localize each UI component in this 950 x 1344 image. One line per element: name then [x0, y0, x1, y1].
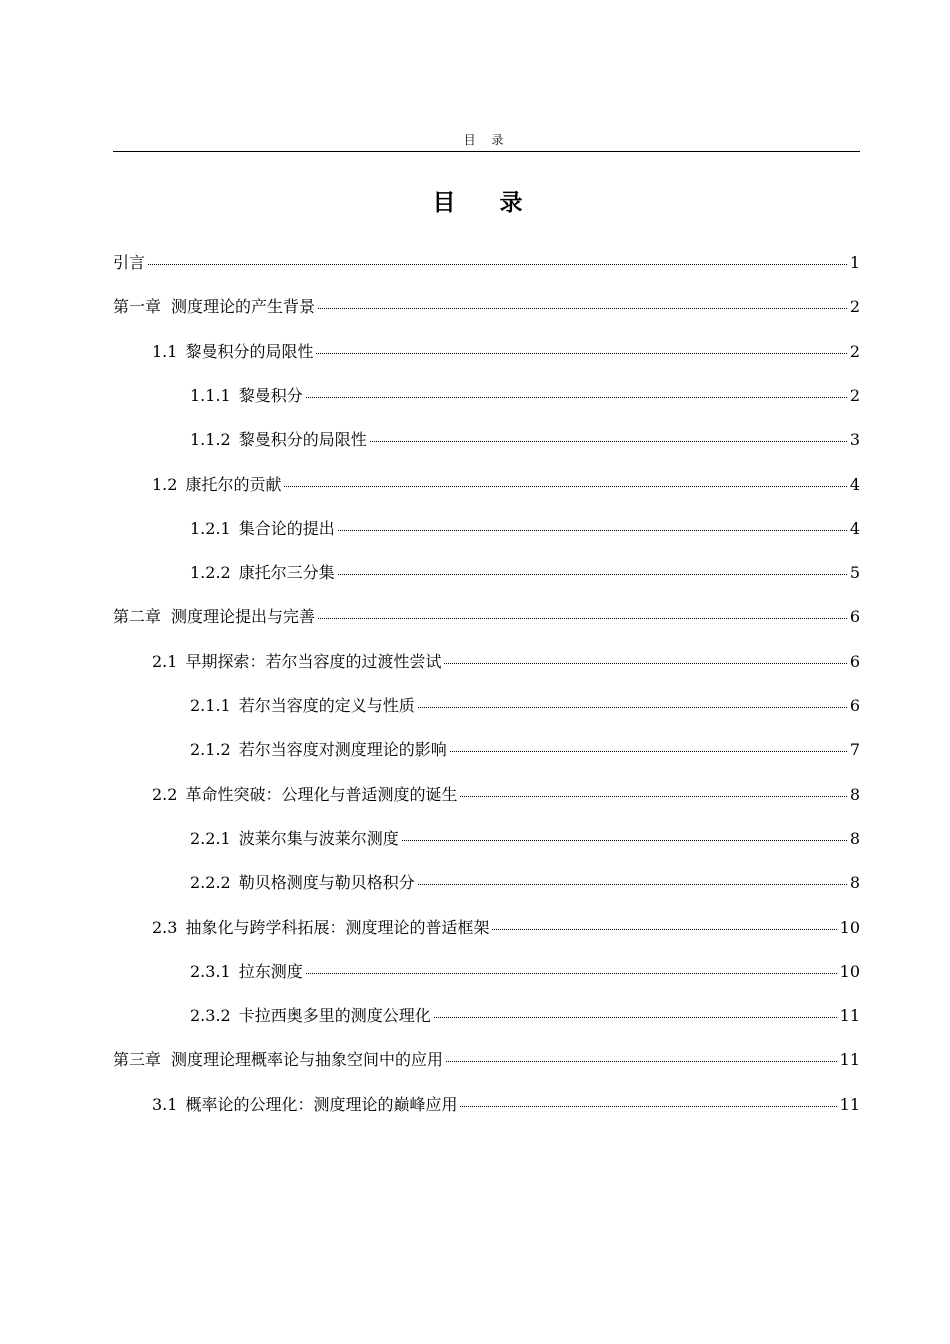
toc-entry[interactable]: [190, 562, 860, 584]
toc-entry-page-number: 6: [849, 696, 860, 715]
toc-entry-title: 卡拉西奥多里的测度公理化: [238, 1006, 431, 1025]
toc-entry-title: 概率论的公理化：测度理论的巅峰应用: [185, 1095, 458, 1114]
toc-entry-title: 黎曼积分的局限性: [238, 430, 367, 449]
toc-entry-number: 2.3: [152, 918, 178, 937]
header-rule: [113, 151, 860, 152]
toc-entry-title: 黎曼积分的局限性: [185, 342, 314, 361]
running-header: 目 录: [463, 133, 510, 147]
toc-entry-page-number: 2: [849, 386, 860, 405]
toc-entry-page-number: 3: [849, 430, 860, 449]
toc-dot-leader: [284, 486, 846, 487]
toc-entry-number: 1.1: [152, 342, 178, 361]
toc-dot-leader: [338, 530, 847, 531]
toc-entry-title: 集合论的提出: [238, 519, 335, 538]
toc-entry-title: 测度理论的产生背景: [171, 297, 316, 316]
toc-entry-page-number: 6: [849, 652, 860, 671]
toc-dot-leader: [418, 707, 847, 708]
toc-dot-leader: [306, 397, 847, 398]
toc-entry-page-number: 10: [839, 962, 860, 981]
toc-dot-leader: [418, 884, 847, 885]
toc-dot-leader: [446, 1061, 837, 1062]
toc-dot-leader: [338, 574, 847, 575]
toc-entry-page-number: 6: [849, 607, 860, 626]
toc-dot-leader: [318, 308, 847, 309]
toc-entry-number: 2.3.1: [190, 962, 231, 981]
toc-entry-title: 测度理论理概率论与抽象空间中的应用: [171, 1050, 444, 1069]
toc-entry-number: 1.1.2: [190, 430, 231, 449]
toc-entry-title: 勒贝格测度与勒贝格积分: [238, 873, 415, 892]
toc-entry-number: 1.2.2: [190, 563, 231, 582]
toc-entry-number: 2.2.1: [190, 829, 231, 848]
toc-entry-number: 第二章: [113, 607, 162, 626]
toc-title: 目 录: [432, 190, 541, 216]
toc-entry[interactable]: [113, 296, 860, 318]
toc-entry-title: 康托尔三分集: [238, 563, 335, 582]
toc-entry[interactable]: [190, 961, 860, 983]
toc-entry-number: 1.2: [152, 475, 178, 494]
toc-entry[interactable]: [190, 739, 860, 761]
toc-entry[interactable]: [113, 1049, 860, 1071]
toc-entry-page-number: 2: [849, 342, 860, 361]
toc-entry-page-number: 4: [849, 475, 860, 494]
toc-entry-title: 革命性突破：公理化与普适测度的诞生: [185, 785, 458, 804]
toc-entry-number: 2.3.2: [190, 1006, 231, 1025]
toc-entry[interactable]: [190, 695, 860, 717]
toc-entry-page-number: 8: [849, 785, 860, 804]
toc-entry-title: 波莱尔集与波莱尔测度: [238, 829, 399, 848]
toc-entry[interactable]: [152, 474, 860, 496]
toc-entry-page-number: 2: [849, 297, 860, 316]
toc-entry[interactable]: [152, 1094, 860, 1116]
toc-entry-title: 康托尔的贡献: [185, 475, 282, 494]
toc-entry[interactable]: [190, 1005, 860, 1027]
toc-entry-page-number: 8: [849, 829, 860, 848]
toc-dot-leader: [402, 840, 847, 841]
toc-dot-leader: [460, 796, 846, 797]
toc-entry-number: 3.1: [152, 1095, 178, 1114]
toc-entry-number: 1.2.1: [190, 519, 231, 538]
toc-dot-leader: [460, 1106, 836, 1107]
toc-dot-leader: [370, 441, 847, 442]
toc-entry-page-number: 11: [839, 1050, 860, 1069]
toc-entry-number: 第三章: [113, 1050, 162, 1069]
toc-entry-title: 若尔当容度对测度理论的影响: [238, 740, 447, 759]
toc-entry-page-number: 11: [839, 1006, 860, 1025]
toc-dot-leader: [148, 264, 847, 265]
toc-entry[interactable]: [152, 917, 860, 939]
toc-entry-title: 拉东测度: [238, 962, 303, 981]
toc-entry-title: 测度理论提出与完善: [171, 607, 316, 626]
toc-entry[interactable]: [152, 784, 860, 806]
toc-entry-number: 2.1.2: [190, 740, 231, 759]
toc-dot-leader: [492, 929, 836, 930]
toc-entry[interactable]: [113, 606, 860, 628]
toc-dot-leader: [318, 618, 847, 619]
toc-entry-page-number: 8: [849, 873, 860, 892]
toc-dot-leader: [316, 353, 846, 354]
toc-entry[interactable]: [113, 252, 860, 274]
toc-entry-page-number: 4: [849, 519, 860, 538]
toc-entry[interactable]: [190, 872, 860, 894]
toc-entry-number: 2.2: [152, 785, 178, 804]
toc-entry-number: 2.1: [152, 652, 178, 671]
toc-entry-number: 第一章: [113, 297, 162, 316]
toc-entry-title: 引言: [113, 253, 146, 272]
toc-entry-page-number: 11: [839, 1095, 860, 1114]
toc-dot-leader: [444, 663, 846, 664]
toc-entry-page-number: 10: [839, 918, 860, 937]
toc-dot-leader: [434, 1017, 837, 1018]
toc-entry-number: 2.2.2: [190, 873, 231, 892]
toc-entry-title: 早期探索：若尔当容度的过渡性尝试: [185, 652, 442, 671]
toc-entry[interactable]: [190, 828, 860, 850]
toc-entry[interactable]: [190, 385, 860, 407]
toc-dot-leader: [450, 751, 847, 752]
toc-entry-page-number: 7: [849, 740, 860, 759]
toc-entry-number: 1.1.1: [190, 386, 231, 405]
toc-entry-title: 若尔当容度的定义与性质: [238, 696, 415, 715]
toc-entry-title: 抽象化与跨学科拓展：测度理论的普适框架: [185, 918, 490, 937]
toc-entry-page-number: 1: [849, 253, 860, 272]
toc-dot-leader: [306, 973, 837, 974]
toc-entry[interactable]: [152, 341, 860, 363]
toc-entry[interactable]: [152, 651, 860, 673]
toc-entry[interactable]: [190, 429, 860, 451]
toc-entry-page-number: 5: [849, 563, 860, 582]
toc-entry-number: 2.1.1: [190, 696, 231, 715]
toc-entry-title: 黎曼积分: [238, 386, 303, 405]
toc-entry[interactable]: [190, 518, 860, 540]
